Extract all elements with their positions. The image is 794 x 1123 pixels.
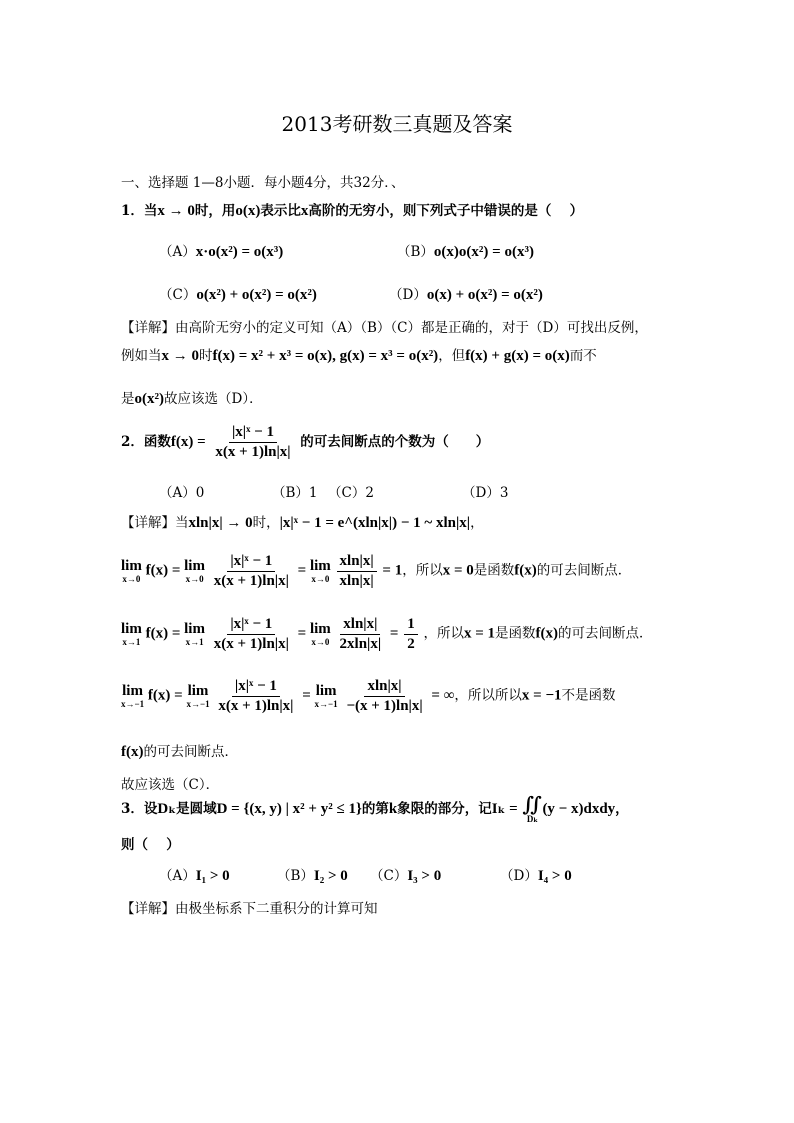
q2-limit-line3: lim x→−1 f(x) = lim x→−1 $\frac{\text{|x|ˣ − 1}}{x(x + 1)\ln|x|}$ = lim x→−1 $\frac{xln|x|}{-(x + 1)\ln|x|}$ = ∞，所以所以x = −1不是函数 (121, 678, 616, 714)
section-header: 一、选择题 1—8小题．每小题4分，共32分．、 (121, 175, 405, 191)
q1-stem: 1．当x → 0时，用o(x)表示比x高阶的无穷小，则下列式子中错误的是（ ） (121, 203, 584, 219)
q2-option-a: （A）0 (159, 485, 205, 501)
q3-option-d: （D）I₄ > 0 (500, 868, 572, 884)
q2-detail-intro: 【详解】当xln|x| → 0时，|x|ˣ − 1 = e^(xln|x|) − 1 ~ xln|x|， (121, 515, 484, 531)
q3-stem: 3．设Dₖ是圆域D = {(x, y) | x² + y² ≤ 1}的第k象限的部分，记Iₖ = ∬ Dₖ (y − x)dxdy， (121, 794, 629, 824)
q3-detail: 【详解】由极坐标系下二重积分的计算可知 (121, 901, 378, 917)
q2-limit-line4: f(x)的可去间断点． (121, 744, 238, 760)
q2-stem: 2．函数f(x) = $\frac{\text{|x|ˣ − 1}}{x(x + 1)\ln|x|}$ 的可去间断点的个数为（ ） (121, 424, 490, 460)
q1-option-d: （D）o(x) + o(x²) = o(x²) (389, 287, 543, 303)
q2-option-d: （D）3 (462, 485, 509, 501)
q3-option-a: （A）I₁ > 0 (159, 868, 230, 884)
q1-detail-line1: 【详解】由高阶无穷小的定义可知（A）（B）（C）都是正确的，对于（D）可找出反例， (121, 320, 648, 336)
q3-option-b: （B）I₂ > 0 (277, 868, 348, 884)
q1-detail-line3: 是o(x²)故应该选（D）． (121, 391, 263, 407)
q1-detail-line2: 例如当x → 0时f(x) = x² + x³ = o(x), g(x) = x³ = o(x²)，但f(x) + g(x) = o(x)而不 (121, 348, 597, 364)
q2-limit-line1: lim x→0 f(x) = lim x→0 $\frac{\text{|x|ˣ − 1}}{x(x + 1)\ln|x|}$ = lim x→0 $\frac{xln|x|}{xln|x|}$ = 1，所以x = 0是函数f(x)的可去间断点． (121, 553, 632, 589)
q3-option-c: （C）I₃ > 0 (370, 868, 442, 884)
q1-option-c: （C）o(x²) + o(x²) = o(x²) (159, 287, 317, 303)
q2-option-b: （B）1 (272, 485, 318, 501)
q1-option-b: （B）o(x)o(x²) = o(x³) (397, 244, 534, 260)
q2-limit-line2: lim x→1 f(x) = lim x→1 $\frac{\text{|x|ˣ − 1}}{x(x + 1)\ln|x|}$ = lim x→0 $\frac{xln|x|}{2xln|x|}$ = $\frac{1}{2}$ ，所以x = 1是函数f(x)的可去间断点． (121, 616, 653, 652)
q3-stem-cont: 则（ ） (121, 837, 180, 853)
q1-option-a: （A）x·o(x²) = o(x³) (159, 244, 284, 260)
page-title: 2013考研数三真题及答案 (281, 112, 513, 136)
q2-fraction: $\frac{\text{|x|ˣ − 1}}{x(x + 1)\ln|x|}$ (215, 424, 291, 460)
q2-option-c: （C）2 (328, 485, 374, 501)
q2-answer: 故应该选（C）． (121, 777, 220, 793)
